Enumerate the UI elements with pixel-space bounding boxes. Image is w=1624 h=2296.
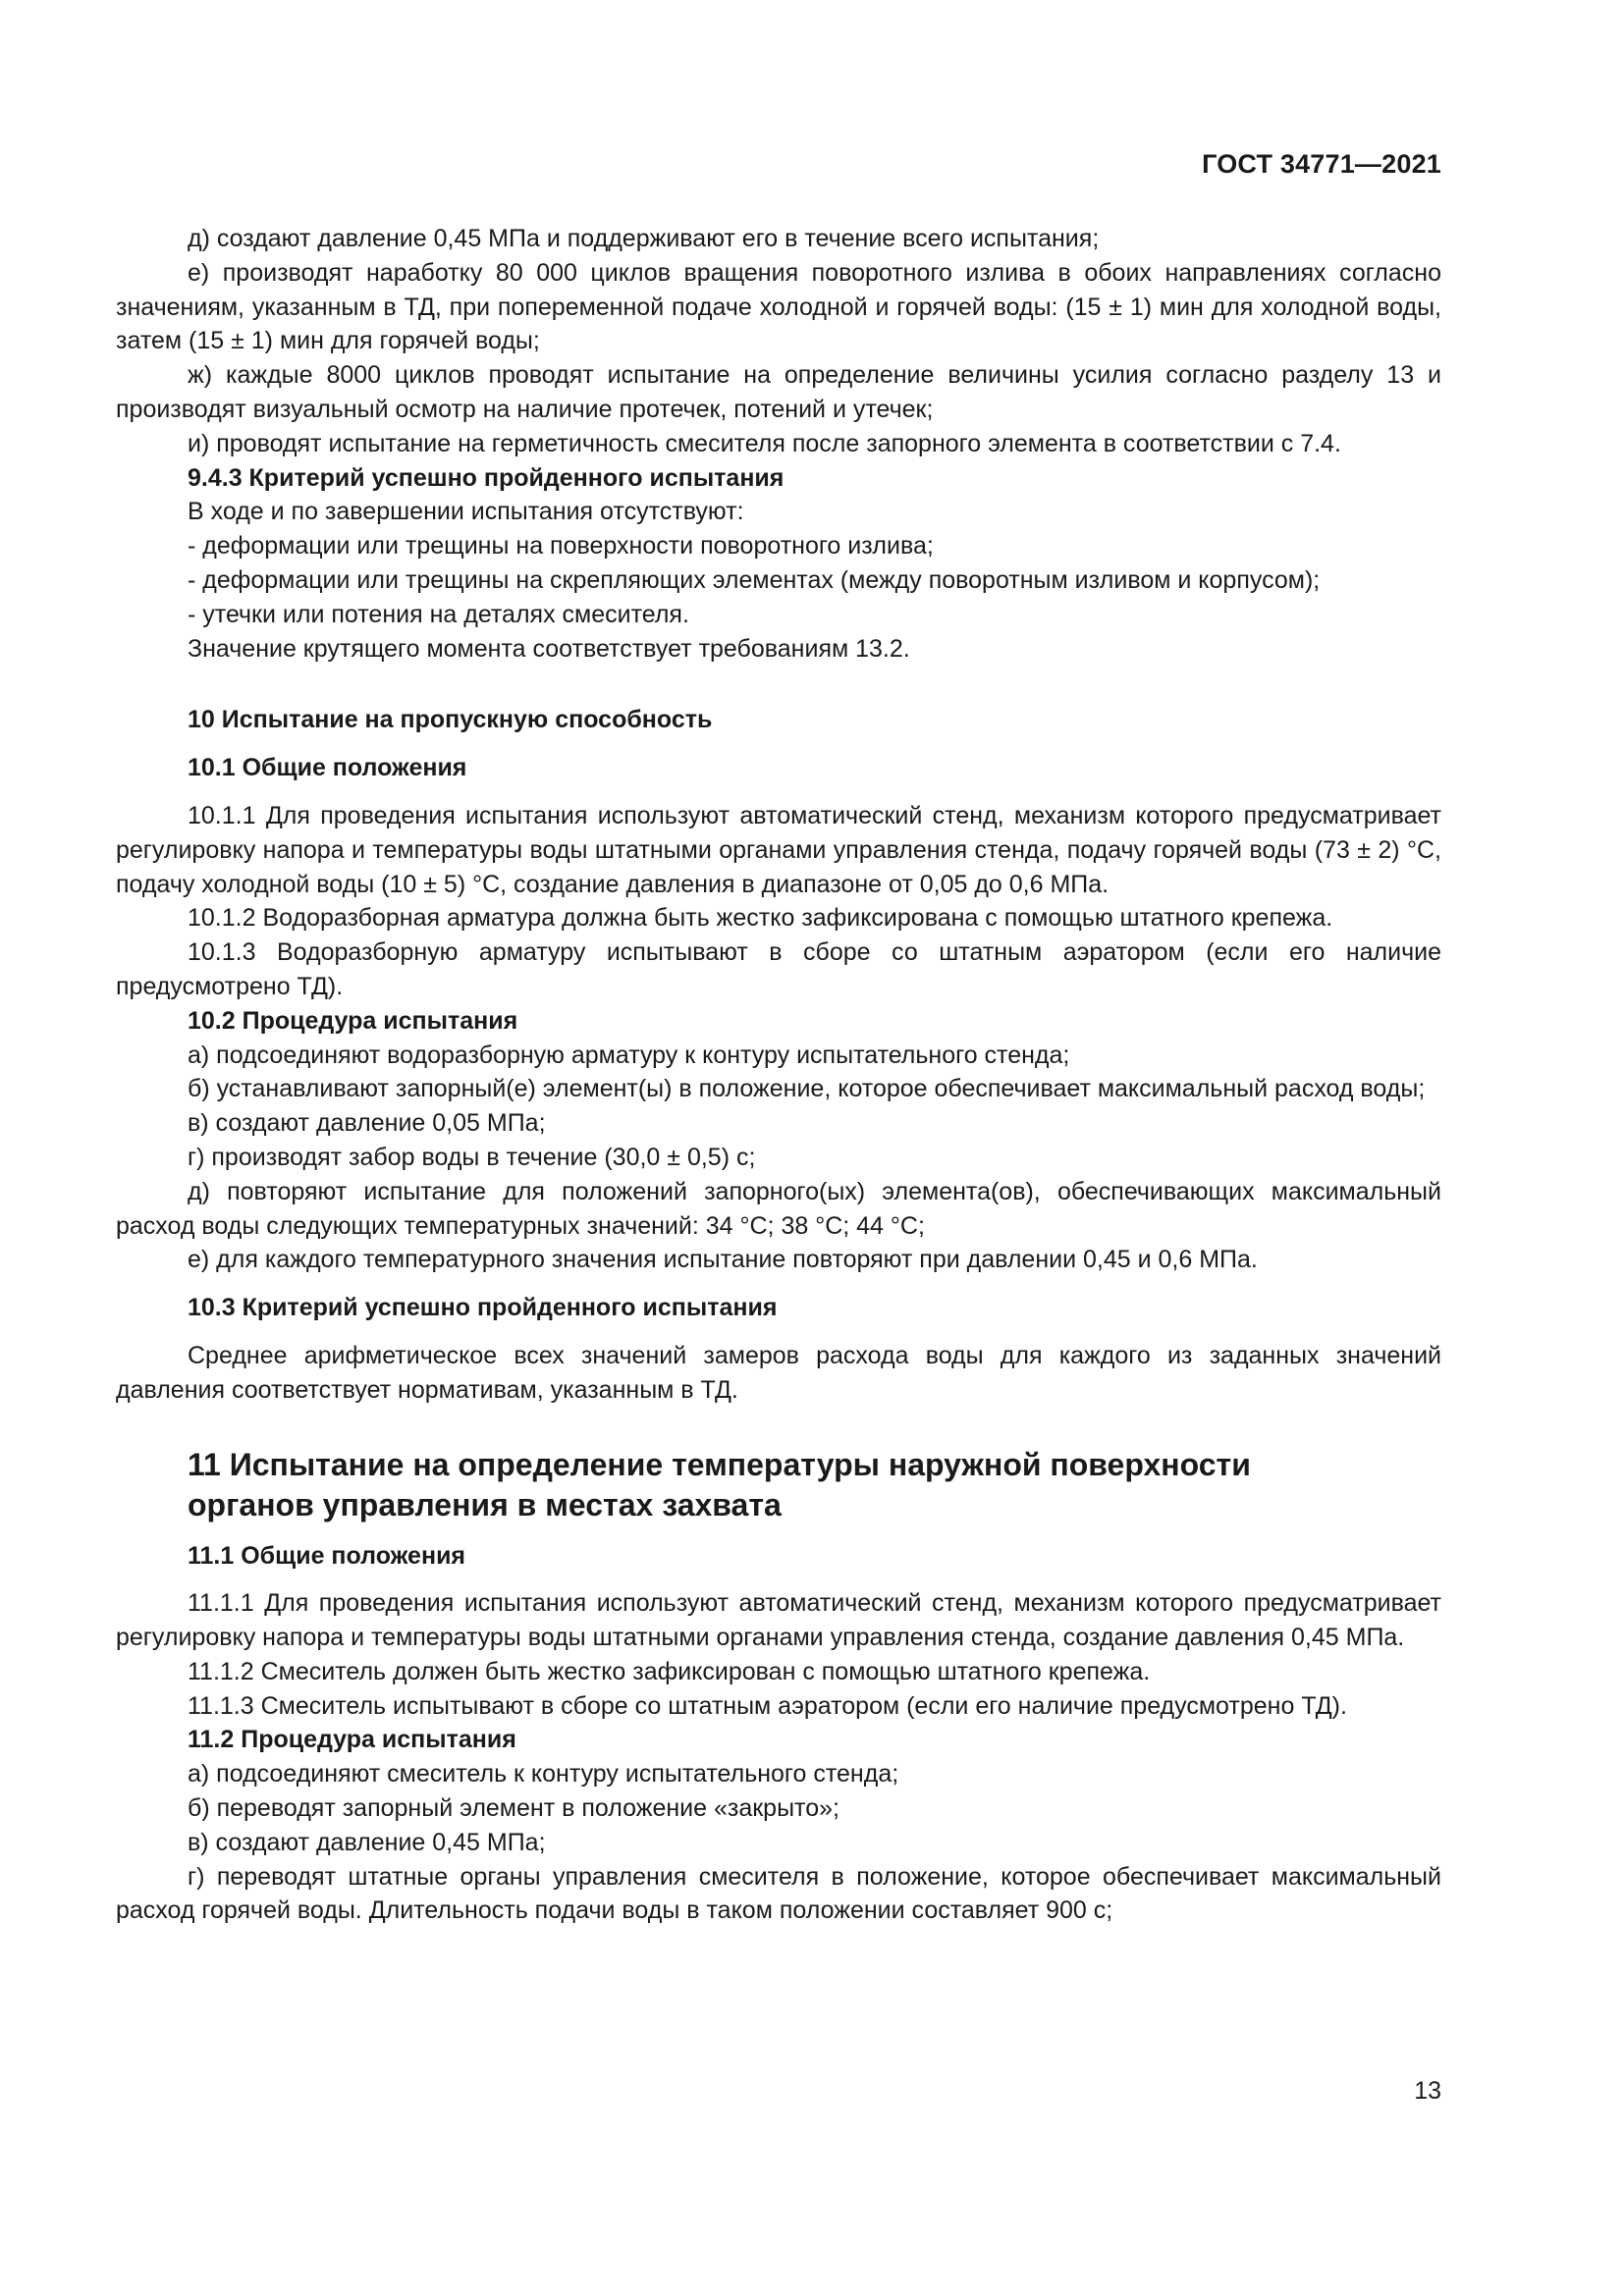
section-heading-11-line2: органов управления в местах захвата <box>188 1486 782 1522</box>
list-item: г) производят забор воды в течение (30,0 ± 0,5) с; <box>188 1143 756 1171</box>
list-item: - деформации или трещины на поверхности поворотного излива; <box>188 532 934 561</box>
list-item: г) переводят штатные органы управления смесителя в положение, которое обеспечивает максимальный расход горячей воды. Длительность подачи воды в таком положении составляет 900 с; <box>116 1862 1441 1925</box>
subsection-heading-9-4-3: 9.4.3 Критерий успешно пройденного испытания <box>188 463 785 492</box>
page-content <box>116 222 1441 1928</box>
section-heading-11-line1: 11 Испытание на определение температуры наружной поверхности <box>188 1446 1251 1482</box>
paragraph-10-1-2: 10.1.2 Водоразборная арматура должна быть жестко зафиксирована с помощью штатного крепежа. <box>188 904 1333 933</box>
list-item: д) повторяют испытание для положений запорного(ых) элемента(ов), обеспечивающих максимальный расход воды следующих температурных значений: 34 °С; 38 °С; 44 °С; <box>116 1177 1441 1240</box>
list-item: б) переводят запорный элемент в положение «закрыто»; <box>188 1794 839 1823</box>
list-item: д) создают давление 0,45 МПа и поддерживают его в течение всего испытания; <box>188 225 1100 252</box>
list-item: е) для каждого температурного значения испытание повторяют при давлении 0,45 и 0,6 МПа. <box>188 1246 1258 1274</box>
paragraph-11-1-2: 11.1.2 Смеситель должен быть жестко зафиксирован с помощью штатного крепежа. <box>188 1657 1151 1685</box>
section-heading-11 <box>116 1445 1441 1525</box>
paragraph-11-1-1: 11.1.1 Для проведения испытания используют автоматический стенд, механизм которого предусматривает регулировку напора и температуры воды штатными органами управления стенда, создание давления 0,45 МПа. <box>116 1589 1441 1652</box>
subsection-heading-10-1: 10.1 Общие положения <box>188 754 467 782</box>
document-page <box>116 0 1441 2296</box>
subsection-heading-11-1: 11.1 Общие положения <box>188 1541 466 1570</box>
list-item: - утечки или потения на деталях смесителя. <box>188 600 689 628</box>
running-header-doc-id: ГОСТ 34771—2021 <box>1202 149 1441 179</box>
paragraph: Значение крутящего момента соответствует требованиям 13.2. <box>188 634 910 663</box>
list-item: б) устанавливают запорный(е) элемент(ы) в положение, которое обеспечивает максимальный расход воды; <box>188 1075 1426 1103</box>
list-item: а) подсоединяют водоразборную арматуру к контуру испытательного стенда; <box>188 1041 1070 1069</box>
subsection-heading-10-3: 10.3 Критерий успешно пройденного испытания <box>188 1294 778 1322</box>
paragraph-10-3: Среднее арифметическое всех значений замеров расхода воды для каждого из заданных значений давления соответствует нормативам, указанным в ТД. <box>116 1341 1441 1404</box>
list-item: в) создают давление 0,05 МПа; <box>188 1109 546 1138</box>
section-heading-10: 10 Испытание на пропускную способность <box>188 706 713 734</box>
page-number: 13 <box>1414 2077 1441 2105</box>
list-item: в) создают давление 0,45 МПа; <box>188 1828 546 1856</box>
subsection-heading-10-2: 10.2 Процедура испытания <box>188 1006 518 1035</box>
list-item: - деформации или трещины на скрепляющих элементах (между поворотным изливом и корпусом); <box>188 565 1321 594</box>
paragraph-10-1-1: 10.1.1 Для проведения испытания используют автоматический стенд, механизм которого предусматривает регулировку напора и температуры воды штатными органами управления стенда, подачу горячей воды (73 ± 2) °С, подачу холодной воды (10 ± 5) °С, создание давления в диапазоне от 0,05 до 0,6 МПа. <box>116 801 1441 898</box>
list-item: и) проводят испытание на герметичность смесителя после запорного элемента в соответствии с 7.4. <box>188 429 1341 457</box>
list-item: е) производят наработку 80 000 циклов вращения поворотного излива в обоих направлениях согласно значениям, указанным в ТД, при попеременной подаче холодной и горячей воды: (15 ± 1) мин для холодной воды, затем (15 ± 1) мин для горячей воды; <box>116 258 1441 355</box>
list-item: а) подсоединяют смеситель к контуру испытательного стенда; <box>188 1760 899 1789</box>
list-item: ж) каждые 8000 циклов проводят испытание на определение величины усилия согласно разделу 13 и производят визуальный осмотр на наличие протечек, потений и утечек; <box>116 361 1441 423</box>
paragraph-10-1-3: 10.1.3 Водоразборную арматуру испытывают в сборе со штатным аэратором (если его наличие предусмотрено ТД). <box>116 938 1441 1000</box>
paragraph: В ходе и по завершении испытания отсутствуют: <box>188 498 744 526</box>
paragraph-11-1-3: 11.1.3 Смеситель испытывают в сборе со штатным аэратором (если его наличие предусмотрено ТД). <box>188 1691 1347 1720</box>
subsection-heading-11-2: 11.2 Процедура испытания <box>188 1726 516 1754</box>
